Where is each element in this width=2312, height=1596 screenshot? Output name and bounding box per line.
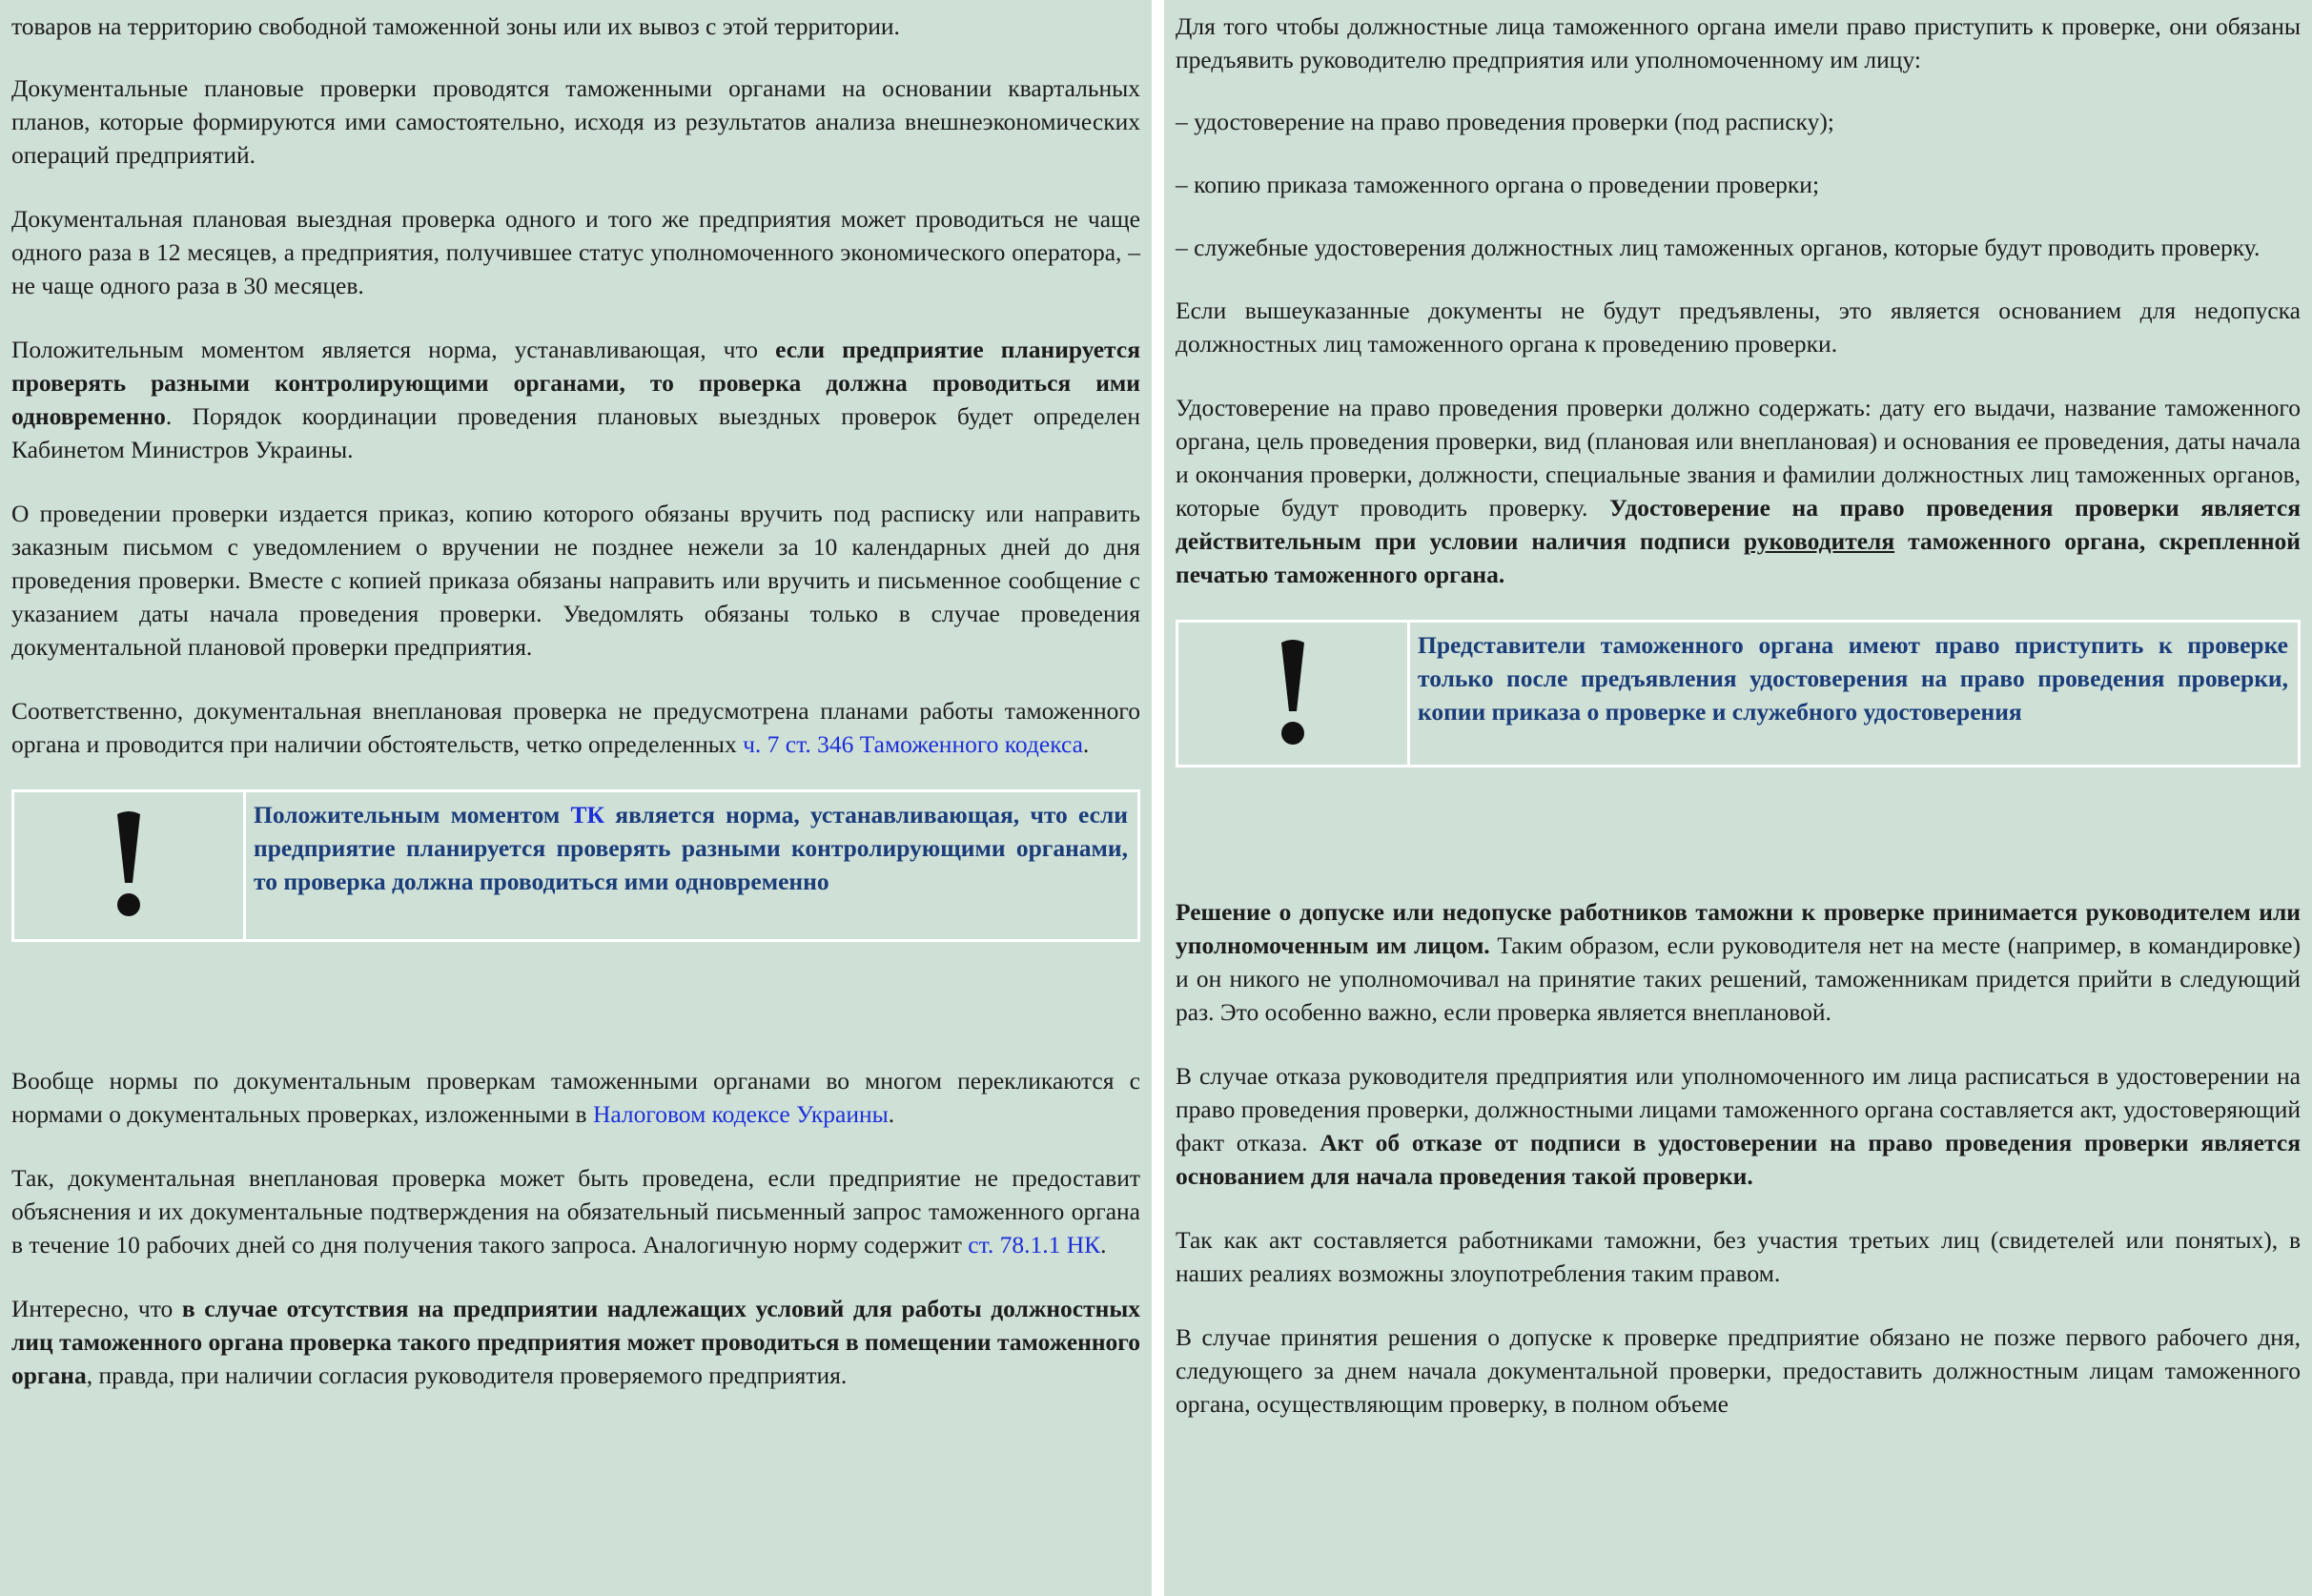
left-paragraph-8-text-b: , правда, при наличии согласия руководителя проверяемого предприятия. xyxy=(86,1361,848,1389)
right-paragraph-4: Если вышеуказанные документы не будут предъявлены, это является основанием для недопуска должностных лиц таможенного органа к проведению проверки. xyxy=(1176,297,2301,358)
right-paragraph-5 xyxy=(1176,391,2301,591)
left-paragraph-5 xyxy=(11,694,1140,761)
exclamation-icon xyxy=(110,808,148,923)
right-paragraph-7-text-a: В случае отказа руководителя предприятия или уполномоченного им лица расписаться в удостоверении на право проведения проверки, должностными лицами таможенного органа составляется акт, удостоверяющий факт отказа. xyxy=(1176,1062,2301,1156)
right-paragraph-7-bold: Акт об отказе от подписи в удостоверении на право проведения проверки является основанием для начала проведения такой проверки. xyxy=(1176,1129,2302,1190)
left-paragraph-8-bold: в случае отсутствия на предприятии надлежащих условий для работы должностных лиц таможенного органа проверка такого предприятия может проводиться в помещении таможенного органа xyxy=(11,1295,1140,1389)
tax-code-link[interactable]: Налоговом кодексе Украины xyxy=(592,1100,889,1128)
right-paragraph-3: – служебные удостоверения должностных лиц таможенных органов, которые будут проводить проверку. xyxy=(1176,234,2261,261)
nk-article-link[interactable]: ст. 78.1.1 НК xyxy=(968,1231,1101,1258)
left-paragraph-7 xyxy=(11,1161,1140,1261)
left-paragraph-8-text-a: Интересно, что xyxy=(11,1295,182,1322)
left-column xyxy=(0,0,1152,1596)
left-paragraph-8 xyxy=(11,1292,1140,1392)
manager-underlined: руководителя xyxy=(1743,527,1895,555)
right-note-mark-cell xyxy=(1178,623,1410,765)
right-paragraph-5-text-a: Удостоверение на право проведения проверки должно содержать: дату его выдачи, название таможенного органа, цель проведения проверки, вид (плановая или внеплановая) и основания ее проведения, даты начала и окончания проверки, должности, специальные звания и фамилии должностных лиц таможенных органов, которые будут проводить проверку. xyxy=(1176,394,2301,522)
exclamation-icon xyxy=(1274,637,1312,751)
right-paragraph-8: Так как акт составляется работниками таможни, без участия третьих лиц (свидетелей или понятых), в наших реалиях возможны злоупотребления таким правом. xyxy=(1176,1226,2301,1287)
right-paragraph-2: – копию приказа таможенного органа о проведении проверки; xyxy=(1176,171,1820,198)
left-note-text-b: является норма, устанавливающая, что если предприятие планируется проверять разными контролирующими органами, то проверка должна проводиться ими одновременно xyxy=(254,801,1128,895)
left-note-box xyxy=(11,789,1140,942)
left-paragraph-5-text-a: Соответственно, документальная внеплановая проверка не предусмотрена планами работы таможенного органа и проводится при наличии обстоятельств, четко определенных xyxy=(11,697,1140,758)
right-paragraph-6 xyxy=(1176,895,2301,1029)
left-paragraph-3 xyxy=(11,333,1140,466)
right-note-box xyxy=(1176,620,2301,767)
right-note-text: Представители таможенного органа имеют право приступить к проверке только после предъявления удостоверения на право проведения проверки, копии приказа о проверке и служебного удостоверения xyxy=(1418,631,2288,726)
left-paragraph-3-text-a: Положительным моментом является норма, устанавливающая, что xyxy=(11,336,776,363)
right-column xyxy=(1164,0,2312,1596)
right-paragraph-6-bold: Решение о допуске или недопуске работников таможни к проверке принимается руководителем или уполномоченным им лицом. xyxy=(1176,898,2301,959)
right-paragraph-7 xyxy=(1176,1059,2301,1193)
left-paragraph-4: О проведении проверки издается приказ, копию которого обязаны вручить под расписку или направить заказным письмом с уведомлением о вручении не позднее нежели за 10 календарных дней до дня проведения проверки. Вместе с копией приказа обязаны направить или вручить и письменное сообщение с указанием даты начала проведения проверки. Уведомлять обязаны только в случае проведения документальной плановой проверки предприятия. xyxy=(11,500,1140,661)
left-paragraph-6 xyxy=(11,1064,1140,1131)
left-note-text-a: Положительным моментом xyxy=(254,801,571,829)
left-paragraph-5-text-b: . xyxy=(1082,730,1090,758)
right-paragraph-5-bold-2: таможенного органа, скрепленной печатью таможенного органа. xyxy=(1176,527,2301,588)
left-paragraph-7-text-b: . xyxy=(1100,1231,1107,1258)
left-note-mark-cell xyxy=(14,792,246,939)
right-paragraph-0: Для того чтобы должностные лица таможенного органа имели право приступить к проверке, они обязаны предъявить руководителю предприятия или уполномоченному им лицу: xyxy=(1176,12,2301,73)
right-paragraph-9: В случае принятия решения о допуске к проверке предприятие обязано не позже первого рабочего дня, следующего за днем начала документальной проверки, предоставить должностным лицам таможенного органа, осуществляющим проверку, в полном объеме xyxy=(1176,1323,2301,1418)
tk-link[interactable]: ТК xyxy=(570,801,604,829)
left-paragraph-3-text-b: . Порядок координации проведения плановых выездных проверок будет определен Кабинетом Министров Украины. xyxy=(11,402,1140,463)
left-paragraph-6-text-b: . xyxy=(888,1100,895,1128)
right-paragraph-5-bold-1: Удостоверение на право проведения проверки является действительным при условии наличия подписи xyxy=(1176,494,2301,555)
right-paragraph-1: – удостоверение на право проведения проверки (под расписку); xyxy=(1176,108,1834,135)
left-paragraph-7-text-a: Так, документальная внеплановая проверка может быть проведена, если предприятие не предоставит объяснения и их документальные подтверждения на обязательный письменный запрос таможенного органа в течение 10 рабочих дней со дня получения такого запроса. Аналогичную норму содержит xyxy=(11,1164,1140,1258)
right-paragraph-6-text-b: Таким образом, если руководителя нет на месте (например, в командировке) и он никого не уполномочивал на принятие таких решений, таможенникам придется прийти в следующий раз. Это особенно важно, если проверка является внеплановой. xyxy=(1176,931,2301,1026)
left-paragraph-2: Документальная плановая выездная проверка одного и того же предприятия может проводиться не чаще одного раза в 12 месяцев, а предприятия, получившее статус уполномоченного экономического оператора, – не чаще одного раза в 30 месяцев. xyxy=(11,205,1140,299)
left-paragraph-0: товаров на территорию свободной таможенной зоны или их вывоз с этой территории. xyxy=(11,12,900,40)
left-paragraph-6-text-a: Вообще нормы по документальным проверкам таможенными органами во многом перекликаются с нормами о документальных проверках, изложенными в xyxy=(11,1067,1140,1128)
left-paragraph-3-bold: если предприятие планируется проверять разными контролирующими органами, то проверка должна проводиться ими одновременно xyxy=(11,336,1140,430)
customs-code-link[interactable]: ч. 7 ст. 346 Таможенного кодекса xyxy=(743,730,1083,758)
left-note-text xyxy=(246,792,1137,939)
left-paragraph-1: Документальные плановые проверки проводятся таможенными органами на основании квартальных планов, которые формируются ими самостоятельно, исходя из результатов анализа внешнеэкономических операций предприятий. xyxy=(11,74,1140,169)
